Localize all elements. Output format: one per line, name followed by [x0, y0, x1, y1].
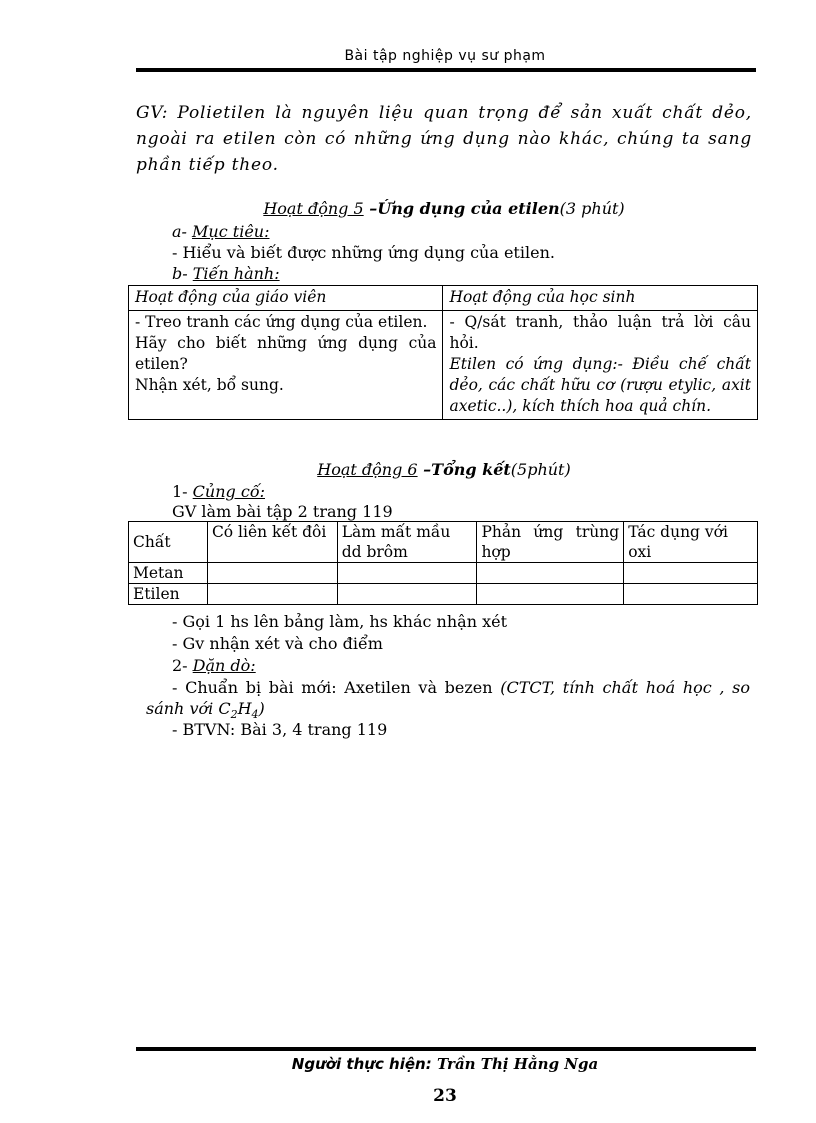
- comparison-table: [128, 521, 758, 605]
- after-table-line-2: - Gv nhận xét và cho điểm: [172, 634, 383, 653]
- preparation-paragraph: [146, 677, 750, 725]
- homework-prefix: 2-: [172, 656, 193, 675]
- empty-cell: [337, 584, 477, 605]
- activity-6-label: Hoạt động 6: [317, 460, 418, 479]
- comparison-header-row: [129, 522, 758, 563]
- homework-exercises: - BTVN: Bài 3, 4 trang 119: [172, 720, 388, 739]
- reinforcement-heading: [172, 482, 265, 501]
- header-double-bond: Có liên kết đôi: [207, 522, 337, 563]
- exercise-text: GV làm bài tập 2 trang 119: [172, 502, 393, 521]
- empty-cell: [207, 563, 337, 584]
- procedure-label: Tiến hành:: [192, 264, 280, 283]
- after-table-line-1: - Gọi 1 hs lên bảng làm, hs khác nhận xét: [172, 612, 508, 631]
- procedure-heading: [172, 264, 280, 283]
- empty-cell: [207, 584, 337, 605]
- empty-cell: [477, 584, 624, 605]
- header-bromine: Làm mất mầu dd brôm: [337, 522, 477, 563]
- activity-6-time: (5phút): [510, 460, 571, 479]
- empty-cell: [624, 563, 758, 584]
- reinforcement-label: Củng cố:: [192, 482, 265, 501]
- activity-5-time: (3 phút): [559, 199, 625, 218]
- reinforcement-prefix: 1-: [172, 482, 193, 501]
- table-row: [129, 584, 758, 605]
- student-step-1: - Q/sát tranh, thảo luận trả lời câu hỏi.: [449, 313, 751, 352]
- homework-label: Dặn dò:: [192, 656, 256, 675]
- header-oxygen: Tác dụng với oxi: [624, 522, 758, 563]
- teacher-step-1: - Treo tranh các ứng dụng của etilen.: [135, 313, 428, 331]
- header-rule: [136, 68, 756, 72]
- objective-text: - Hiểu và biết được những ứng dụng của etilen.: [172, 243, 555, 262]
- header-substance: Chất: [129, 522, 208, 563]
- page-number: 23: [433, 1086, 457, 1106]
- header-polymerization: Phản ứng trùng hợp: [477, 522, 624, 563]
- formula-c2h4: $C_2H_4$): [218, 699, 265, 722]
- teacher-step-2: Hãy cho biết những ứng dụng của etilen?: [135, 334, 437, 373]
- author-label: Người thực hiện:: [291, 1055, 437, 1073]
- preparation-note: (CTCT, tính chất hoá học , so sánh với: [146, 678, 751, 718]
- page-header: Bài tập nghiệp vụ sư phạm: [344, 48, 546, 64]
- activity-5-dash: –: [363, 199, 378, 218]
- activity-5-name: Ứng dụng của etilen: [377, 199, 560, 218]
- student-column-header: Hoạt động của học sinh: [443, 286, 758, 311]
- activity-6-dash: –: [417, 460, 432, 479]
- student-activity-cell: [443, 311, 758, 420]
- empty-cell: [337, 563, 477, 584]
- empty-cell: [477, 563, 624, 584]
- table-row: [129, 563, 758, 584]
- page-footer: [136, 1055, 754, 1074]
- activity-table-row: [129, 311, 758, 420]
- row-label-etilen: Etilen: [129, 584, 208, 605]
- empty-cell: [624, 584, 758, 605]
- activity-table: [128, 285, 758, 420]
- teacher-step-3: Nhận xét, bổ sung.: [135, 376, 284, 394]
- teacher-activity-cell: [129, 311, 443, 420]
- student-step-2: Etilen có ứng dụng:- Điều chế chất dẻo, các chất hữu cơ (rượu etylic, axit axetic..), kích thích hoa quả chín.: [449, 355, 751, 415]
- activity-5-label: Hoạt động 5: [263, 199, 364, 218]
- objective-heading: [172, 222, 269, 241]
- homework-heading: [172, 656, 256, 675]
- objective-prefix: a-: [172, 222, 193, 241]
- intro-paragraph: GV: Polietilen là nguyên liệu quan trọng để sản xuất chất dẻo, ngoài ra etilen còn có những ứng dụng nào khác, chúng ta sang phần tiếp theo.: [136, 103, 752, 175]
- teacher-column-header: Hoạt động của giáo viên: [129, 286, 443, 311]
- activity-table-header: [129, 286, 758, 311]
- activity-5-title: [134, 199, 754, 218]
- objective-label: Mục tiêu:: [192, 222, 270, 241]
- procedure-prefix: b-: [172, 264, 193, 283]
- row-label-metan: Metan: [129, 563, 208, 584]
- activity-6-title: [134, 460, 754, 479]
- activity-6-name: Tổng kết: [431, 460, 511, 479]
- footer-rule: [136, 1047, 756, 1051]
- preparation-text: - Chuẩn bị bài mới: Axetilen và bezen: [172, 678, 501, 697]
- author-name: Trần Thị Hằng Nga: [436, 1055, 599, 1073]
